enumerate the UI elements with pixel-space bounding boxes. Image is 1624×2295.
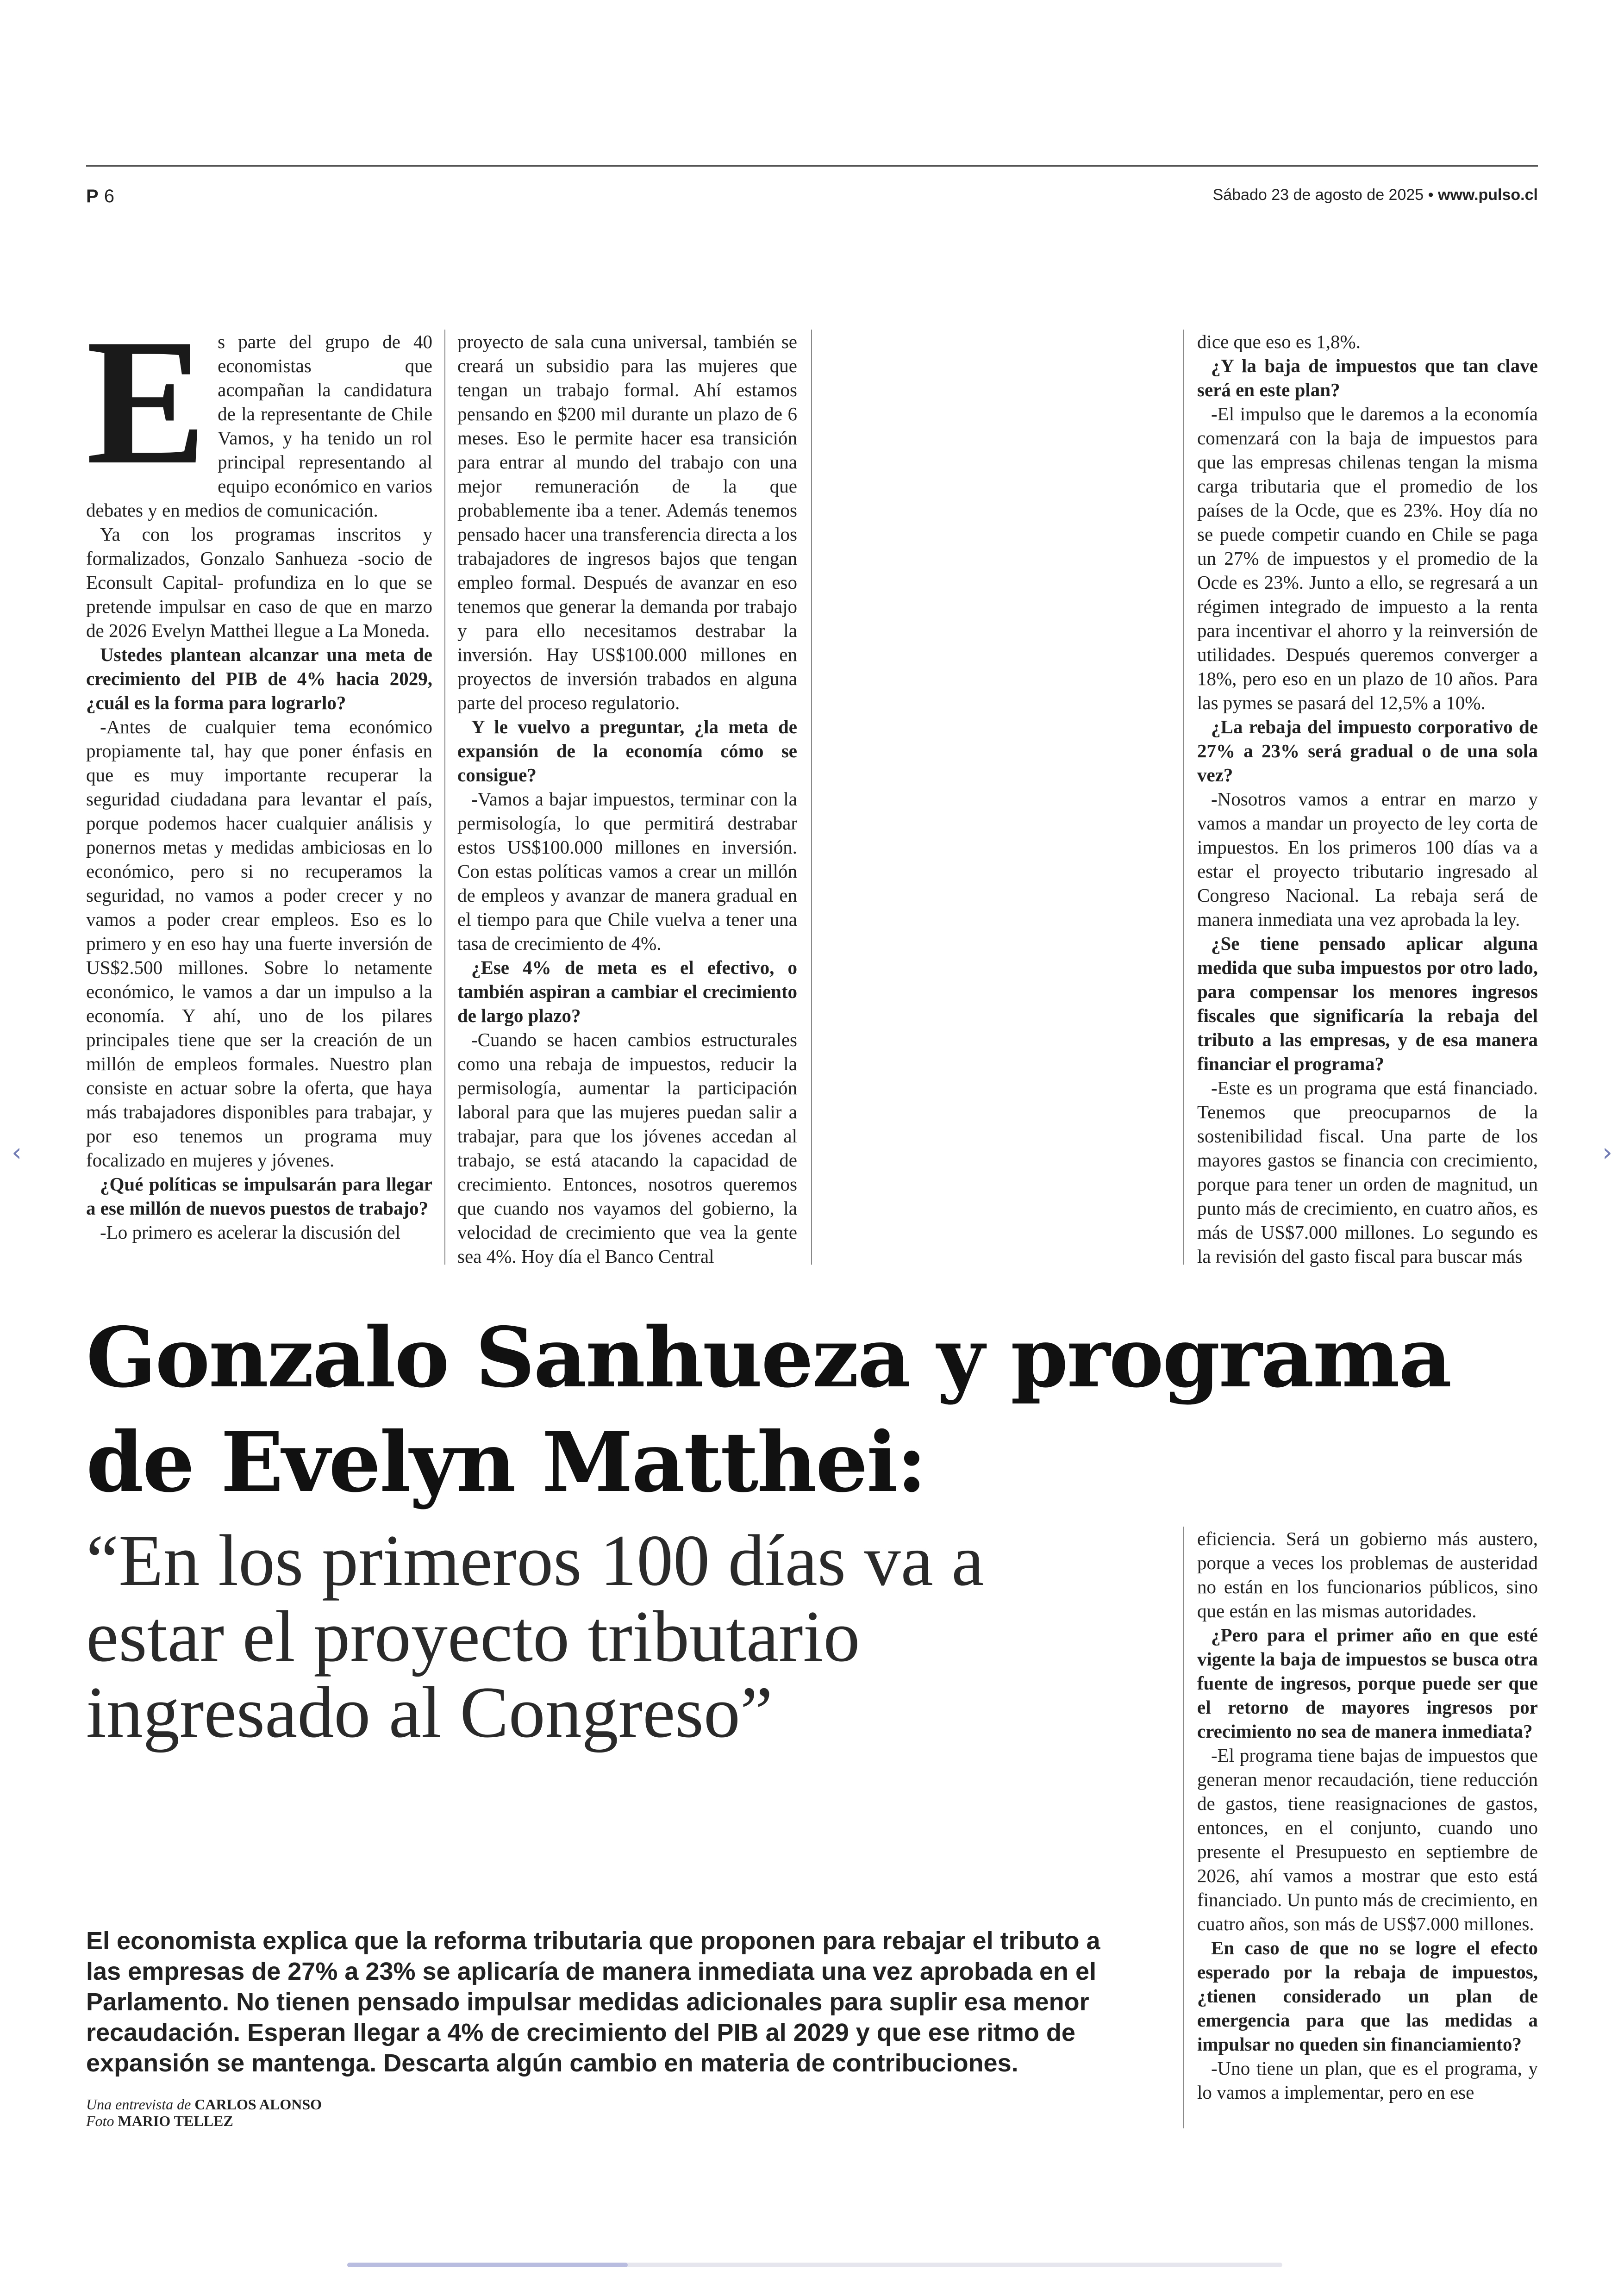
- dropcap: E: [86, 302, 207, 502]
- article-column-3: [1197, 330, 1538, 1265]
- interview-paragraph: -Lo primero es acelerar la discusión del: [100, 1222, 400, 1243]
- photo-label: Foto: [86, 2113, 114, 2129]
- page-number: [86, 186, 114, 207]
- interview-question: Y le vuelvo a preguntar, ¿la meta de expansión de la economía cómo se consigue?: [457, 716, 797, 786]
- interview-paragraph: -Antes de cualquier tema económico propiamente tal, hay que poner énfasis en que es muy importante recuperar la seguridad ciudadana para levantar el país, porque podemos hacer cualquier análisis y ponernos metas y medidas ambiciosas en lo económico, pero si no recuperamos la seguridad, no vamos a poder crecer y no vamos a poder crear empleos. Eso es lo primero y en eso hay una fuerte inversión de US$2.500 millones. Sobre lo netamente económico, le vamos a dar un impulso a la economía. Y ahí, uno de los pilares principales tiene que ser la creación de un millón de empleos formales. Nuestro plan consiste en actuar sobre la oferta, que haya más trabajadores disponibles para trabajar, y por eso tenemos un programa muy focalizado en mujeres y jóvenes.: [86, 716, 432, 1171]
- interview-label: Una entrevista de: [86, 2096, 191, 2113]
- interview-question: ¿Y la baja de impuestos que tan clave será en este plan?: [1197, 355, 1538, 400]
- photo-credit: [86, 2113, 322, 2129]
- article-column-2: [457, 330, 797, 1265]
- interview-paragraph: -Este es un programa que está financiado. Tenemos que preocuparnos de la sostenibilidad fiscal. Una parte de los mayores gastos se financia con crecimiento, porque para tener un orden de magnitud, un punto más de crecimiento, en cuatro años, es más de US$7.000 millones. Lo segundo es la revisión del gasto fiscal para buscar más: [1197, 1077, 1538, 1267]
- byline: [86, 2096, 322, 2129]
- interview-paragraph: -Vamos a bajar impuestos, terminar con la permisología, lo que permitirá destrabar estos US$100.000 millones en inversión. Con estas políticas vamos a crear un millón de empleos y avanzar de manera gradual en el tiempo para que Chile vuelva a tener una tasa de crecimiento de 4%.: [457, 788, 797, 954]
- interview-paragraph: -El programa tiene bajas de impuestos que generan menor recaudación, tiene reducción de gastos, tiene reasignaciones de gastos, entonces, en el conjunto, cuando uno presente el Presupuesto en septiembre de 2026, ahí vamos a mostrar que esto está financiado. Un punto más de crecimiento, en cuatro años, son más de US$7.000 millones.: [1197, 1745, 1538, 1934]
- site-link[interactable]: www.pulso.cl: [1438, 186, 1538, 204]
- horizontal-scrollbar[interactable]: [347, 2263, 1282, 2267]
- interview-paragraph: s parte del grupo de 40 economistas que acompañan la candidatura de la representante de Chile Vamos, y ha tenido un rol principal representando al equipo económico en varios debates y en medios de comunicación.: [86, 331, 432, 521]
- interview-question: ¿Ese 4% de meta es el efectivo, o también aspiran a cambiar el crecimiento de largo plazo?: [457, 957, 797, 1026]
- interview-paragraph: -Uno tiene un plan, que es el programa, y lo vamos a implementar, pero en ese: [1197, 2058, 1538, 2103]
- page-top-margin: [0, 0, 1624, 120]
- subheadline-quote: “En los primeros 100 días va a estar el proyecto tributario ingresado al Congreso”: [86, 1520, 984, 1753]
- interview-paragraph: dice que eso es 1,8%.: [1197, 331, 1361, 352]
- interview-question: En caso de que no se logre el efecto esperado por la rebaja de impuestos, ¿tienen considerado un plan de emergencia para que las medidas a impulsar no queden sin financiamiento?: [1197, 1937, 1538, 2055]
- interview-question: ¿Pero para el primer año en que esté vigente la baja de impuestos se busca otra fuente de ingresos, porque puede ser que el retorno de mayores ingresos por crecimiento no sea de manera inmediata?: [1197, 1624, 1538, 1742]
- page-dateline: [1213, 186, 1538, 204]
- column-divider: [1183, 1527, 1184, 2128]
- article-column-1: [86, 302, 432, 1265]
- column-divider: [1183, 330, 1184, 1265]
- interview-paragraph: eficiencia. Será un gobierno más austero, porque a veces los problemas de austeridad no están en los funcionarios públicos, sino que están en las mismas autoridades.: [1197, 1528, 1538, 1621]
- interview-credit: [86, 2096, 322, 2113]
- date-text: Sábado 23 de agosto de 2025 •: [1212, 186, 1434, 204]
- interview-paragraph: Ya con los programas inscritos y formalizados, Gonzalo Sanhueza -socio de Econsult Capital- profundiza en lo que se pretende impulsar en caso de que en marzo de 2026 Evelyn Matthei llegue a La Moneda.: [86, 524, 432, 641]
- section-label: P: [86, 186, 99, 206]
- interview-question: ¿Qué políticas se impulsarán para llegar a ese millón de nuevos puestos de trabajo?: [86, 1173, 432, 1219]
- column-divider: [811, 330, 812, 1265]
- interview-author: CARLOS ALONSO: [194, 2096, 322, 2113]
- interview-question: ¿La rebaja del impuesto corporativo de 27% a 23% será gradual o de una sola vez?: [1197, 716, 1538, 786]
- interview-paragraph: proyecto de sala cuna universal, también se creará un subsidio para las mujeres que tengan un trabajo formal. Ahí estamos pensando en $200 mil durante un plazo de 6 meses. Eso le permite hacer esa transición para entrar al mundo del trabajo con una mejor remuneración de la que probablemente iba a tener. Además tenemos pensado hacer una transferencia directa a los trabajadores de ingresos bajos que tengan empleo formal. Después de avanzar en eso tenemos que generar la demanda por trabajo y para ello necesitamos destrabar la inversión. Hay US$100.000 millones en proyectos de inversión trabados en alguna parte del proceso regulatorio.: [457, 331, 797, 713]
- photo-author: MARIO TELLEZ: [118, 2113, 233, 2129]
- interview-question: ¿Se tiene pensado aplicar alguna medida que suba impuestos por otro lado, para compensar los menores ingresos fiscales que significaría la rebaja del tributo a las empresas, y de esa manera financiar el programa?: [1197, 933, 1538, 1074]
- chevron-left-icon[interactable]: ‹: [12, 1138, 22, 1167]
- header-rule: [86, 165, 1538, 167]
- page-number-value: 6: [104, 186, 114, 206]
- scrollbar-thumb[interactable]: [347, 2263, 628, 2267]
- chevron-right-icon[interactable]: ›: [1602, 1138, 1612, 1167]
- lead-paragraph: El economista explica que la reforma tributaria que proponen para rebajar el tributo a las empresas de 27% a 23% se aplicaría de manera inmediata una vez aprobada en el Parlamento. No tienen pensado impulsar medidas adicionales para suplir esa menor recaudación. Esperan llegar a 4% de crecimiento del PIB al 2029 y que ese ritmo de expansión se mantenga. Descarta algún cambio en materia de contribuciones.: [86, 1927, 1100, 2077]
- column-divider: [444, 330, 445, 1265]
- interview-paragraph: -Nosotros vamos a entrar en marzo y vamos a mandar un proyecto de ley corta de impuestos. En los primeros 100 días va a estar el proyecto tributario ingresado al Congreso Nacional. La rebaja será de manera inmediata una vez aprobada la ley.: [1197, 788, 1538, 930]
- headline: Gonzalo Sanhueza y programa de Evelyn Matthei:: [86, 1309, 1451, 1510]
- interview-paragraph: -El impulso que le daremos a la economía comenzará con la baja de impuestos para que las empresas chilenas tengan la misma carga tributaria que el promedio de los países de la Ocde, que es 23%. Hoy día no se puede competir cuando en Chile se paga un 27% de impuestos y el promedio de la Ocde es 23%. Junto a ello, se regresará a un régimen integrado de impuesto a la renta para incentivar el ahorro y la reinversión de utilidades. Después queremos converger a 18%, pero eso en un plazo de 10 años. Para las pymes se pasará del 12,5% a 10%.: [1197, 403, 1538, 713]
- interview-paragraph: -Cuando se hacen cambios estructurales como una rebaja de impuestos, reducir la permisología, aumentar la participación laboral para que las mujeres puedan salir a trabajar, para que los jóvenes accedan al trabajo, se está atacando la capacidad de crecimiento. Entonces, nosotros queremos que cuando nos vayamos del gobierno, la velocidad de crecimiento que vea la gente sea 4%. Hoy día el Banco Central: [457, 1029, 797, 1267]
- interview-question: Ustedes plantean alcanzar una meta de crecimiento del PIB de 4% hacia 2029, ¿cuál es la forma para lograrlo?: [86, 644, 432, 713]
- article-column-4: [1197, 1527, 1538, 2128]
